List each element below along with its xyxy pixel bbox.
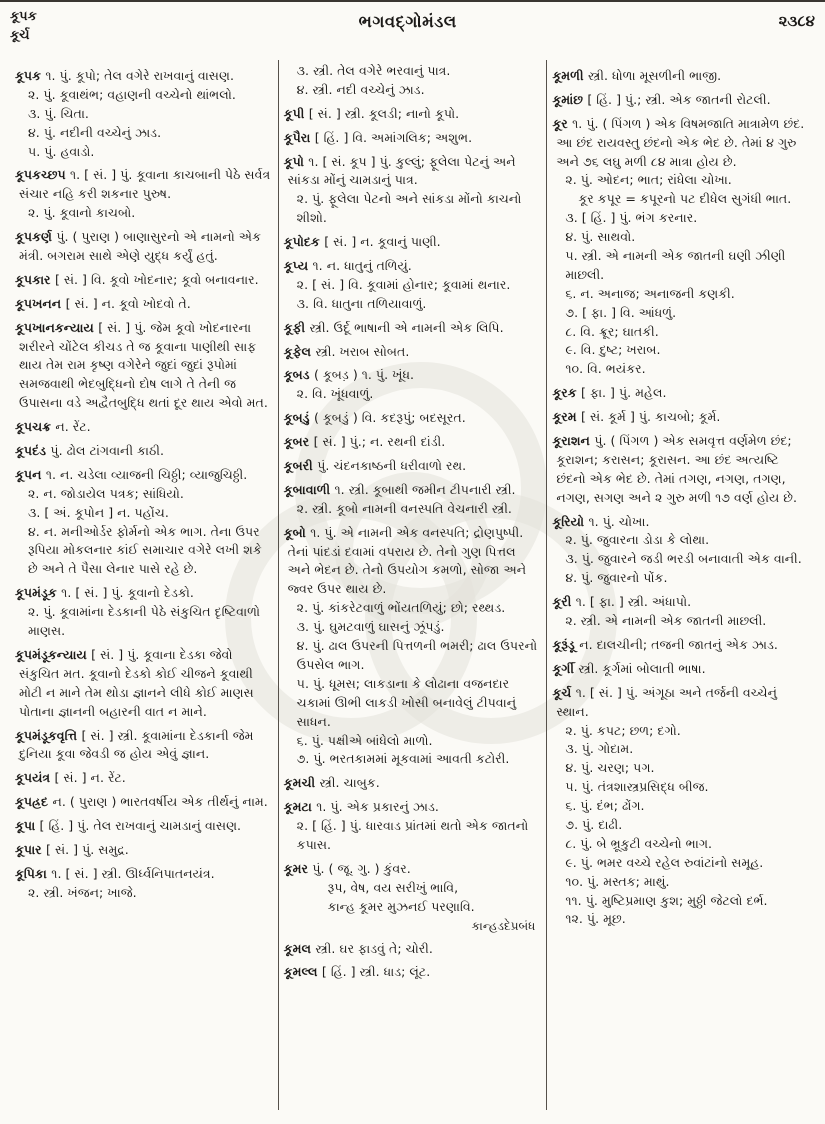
- entry-paragraph: કૂપાર [ સં. ] પું. સમુદ્ર.: [15, 841, 129, 857]
- headword: કૂપમંડૂક: [15, 585, 62, 601]
- entry-paragraph: કૂબડું ( કૂબડ઼ું ) વિ. કદરૂપું; બદસૂરત.: [283, 410, 466, 426]
- dictionary-column: [546, 60, 815, 1110]
- verse-paragraph: કાન્હ કૂમર મુઝનઈ પરણાવિ.: [327, 898, 475, 914]
- headword: કૂપયંત્ર: [15, 770, 55, 786]
- headword: કૂપાર: [15, 841, 47, 857]
- headword: કૂબર: [283, 434, 314, 450]
- sense-paragraph: ૪. પું. ઢાલ ઉપરની પિત્તળની ભમરી; ઢાલ ઉપરનો ઉપસેલ ભાગ.: [296, 638, 538, 672]
- sense-paragraph: ૨. વિ. ખૂંધવાળું.: [296, 386, 374, 402]
- sense-paragraph: ૬. ન. અનાજ; અનાજની કણકી.: [565, 285, 735, 301]
- sense-paragraph: ૭. પું. ભરતકામમાં મૂકવામાં આવતી કટોરી.: [296, 751, 510, 767]
- sense-paragraph: ૩. પું. ઘુમટવાળું ઘાસનું ઝૂંપડું.: [296, 619, 445, 635]
- entry-paragraph: કૂપા [ હિં. ] પું. તેલ રાખવાનું ચામડાનું વાસણ.: [15, 818, 242, 834]
- sense-paragraph: ૧૦. પું. મસ્તક; માથું.: [565, 873, 670, 889]
- headword: કૂપિકા: [15, 865, 52, 881]
- headword: કૂરાશન: [552, 433, 595, 449]
- headword: કૂપા: [15, 818, 40, 834]
- sense-paragraph: ૫. સ્ત્રી. એ નામની એક જાતની ઘણી ઝીણી માછલી.: [565, 248, 786, 282]
- sense-paragraph: ૧૨. પું. મૂછ.: [565, 911, 626, 927]
- headword: કૂર્ગી: [552, 660, 579, 676]
- headword: કૂબડું: [283, 410, 314, 426]
- entry-paragraph: કૂપહ્રદ ન. ( પુરાણ ) ભારતવર્ષીય એક તીર્થનું નામ.: [15, 794, 268, 810]
- headword: કૂબડ: [283, 367, 314, 383]
- headword: કૂપમંડૂકવૃત્તિ: [15, 727, 82, 743]
- sense-paragraph: ૧૧. પું. મુષ્ટિપ્રમાણ કુશ; મુઠ્ઠી જેટલો દર્ભ.: [565, 892, 768, 908]
- page-title: ભગવદ્ગોમંડલ: [358, 12, 457, 31]
- citation-paragraph: કાન્હડદેપ્રબંધ: [471, 918, 536, 933]
- entry-paragraph: કૂમર પું. ( જૂ. ગુ. ) કુંવર.: [283, 860, 411, 876]
- entry-paragraph: કૂરાશન પું. ( પિંગળ ) એક સમવૃત્ત વર્ણમેળ છંદ; કૂરાશન; કરાસન; કૂરાસન. આ છંદ અત્યષ્ટિ છંદનો એક ભેદ છે. તેમાં તગણ, નગણ, તગણ, નગણ, સગણ અને ૨ ગુરુ મળી ૧૭ વર્ણ હોય છે.: [552, 433, 798, 505]
- sense-paragraph: ૩. [ અં. કૂપોન ] ન. પહોંચ.: [28, 504, 169, 520]
- sense-paragraph: ૩. પું. ગોદામ.: [565, 741, 634, 757]
- guide-words: [10, 8, 37, 46]
- entry-paragraph: કૂફેલ સ્ત્રી. ખરાબ સોબત.: [283, 343, 410, 359]
- headword: કૂપી: [283, 105, 309, 121]
- sense-paragraph: ૭. પું. દાઢી.: [565, 816, 623, 832]
- sense-paragraph: ૨. પું. કૂવામાંના દેડકાની પેઠે સંકુચિત દૃષ્ટિવાળો માણસ.: [28, 604, 261, 639]
- headword: કૂપકર્ણ: [15, 229, 57, 245]
- entry-paragraph: કૂબાવાળી ૧. સ્ત્રી. કૂબાથી જમીન ટીપનારી સ્ત્રી.: [283, 481, 516, 497]
- headword: કૂર્ચ: [552, 684, 576, 700]
- sense-paragraph: ૨. [ સં. ] વિ. કૂવામાં હોનાર; કૂવામાં થનાર.: [296, 276, 511, 292]
- guide-word-last: કૂર્ચ: [10, 27, 30, 43]
- headword: કૂબરી: [283, 458, 318, 474]
- headword: કૂરક: [552, 385, 582, 401]
- entry-paragraph: કૂપચક્ર ન. રેંટ.: [15, 419, 91, 435]
- entry-paragraph: કૂપદંડ પું. ઢોલ ટાંગવાની કાઠી.: [15, 443, 164, 459]
- entry-paragraph: કૂરી ૧. [ ફા. ] સ્ત્રી. અંધાપો.: [552, 594, 692, 610]
- sense-paragraph: ૩. વિ. ધાતુના તળિયાવાળું.: [296, 295, 427, 311]
- entry-paragraph: કૂમચી સ્ત્રી. ચાબુક.: [283, 775, 380, 791]
- headword: કૂપહ્રદ: [15, 794, 53, 810]
- headword: કૂફી: [283, 319, 310, 335]
- headword: કૂરમ: [552, 409, 582, 425]
- sense-paragraph: ૭. [ ફા. ] વિ. આંધળું.: [565, 304, 677, 320]
- page-header: [10, 8, 815, 56]
- page-number: ૨૩૮૪: [778, 12, 815, 30]
- guide-word-first: કૂપક: [10, 9, 37, 24]
- entry-paragraph: કૂપી [ સં. ] સ્ત્રી. કૂલડી; નાનો કૂપો.: [283, 105, 460, 121]
- headword: કૂપો: [283, 153, 309, 169]
- headword: કૂપદંડ: [15, 443, 51, 459]
- headword: કૂમલ: [283, 940, 316, 956]
- sense-paragraph: ૨. સ્ત્રી. એ નામની એક જાતની માછલી.: [565, 613, 767, 629]
- entry-paragraph: કૂપ્ય ૧. ન. ધાતુનું તળિયું.: [283, 258, 412, 274]
- sense-paragraph: ૧૦. વિ. ભયંકર.: [565, 361, 646, 377]
- headword: કૂપખાનકન્યાય: [15, 319, 99, 335]
- entry-paragraph: કૂપખાનકન્યાય [ સં. ] પું. જેમ કૂવો ખોદનારના શરીરને ચોંટેલ કીચડ તે જ કૂવાના પાણીથી સાફ થાય તેમ રામ કૃષ્ણ વગેરેને જુદાં જુદાં રૂપોમાં સમજવાથી ભેદબુદ્ધિનો દોષ લાગે તે તેની જ ઉપાસના વડે અદ્વૈતબુદ્ધિ થતાં દૂર થાય એવો મત.: [15, 319, 268, 411]
- headword: કૂબાવાળી: [283, 481, 335, 497]
- entry-paragraph: કૂપક ૧. પું. કૂપો; તેલ વગેરે રાખવાનું વાસણ.: [15, 68, 234, 83]
- entry-paragraph: કૂપન ૧. ન. ચડેલા વ્યાજની ચિઠ્ઠી; વ્યાજુચિઠ્ઠી.: [15, 466, 248, 482]
- sense-paragraph: ૨. પું. કપટ; છળ; દગો.: [565, 722, 681, 738]
- headword: કૂરી: [552, 594, 576, 610]
- entry-paragraph: કૂરક [ ફા. ] પું. મહેલ.: [552, 385, 667, 401]
- entry-paragraph: કૂપખનન [ સં. ] ન. કૂવો ખોદવો તે.: [15, 295, 191, 311]
- headword: કૂપકાર: [15, 271, 55, 287]
- headword: કૂપોદક: [283, 234, 325, 250]
- headword: કૂપકચ્છપ: [15, 167, 70, 183]
- entry-paragraph: કૂપોદક [ સં. ] ન. કૂવાનું પાણી.: [283, 234, 441, 250]
- sense-paragraph: ૨. પું. ફૂલેલા પેટનો અને સાંકડા મોંનો કાચનો શીશો.: [296, 191, 522, 226]
- sense-paragraph: ૩. પું. ચિતા.: [28, 105, 89, 121]
- entry-paragraph: કૂમટા ૧. પું. એક પ્રકારનું ઝાડ.: [283, 799, 439, 815]
- sense-paragraph: ૫. પું. તંત્રશાસ્ત્રપ્રસિદ્ધ બીજ.: [565, 779, 709, 795]
- sense-paragraph: ૨. સ્ત્રી. ખંજન; ખાજે.: [28, 884, 137, 900]
- sense-paragraph: ૮. વિ. ક્રૂર; ઘાતકી.: [565, 323, 659, 339]
- entry-paragraph: કૂપૈરા [ હિં. ] વિ. અમાંગલિક; અશુભ.: [283, 129, 473, 145]
- entry-paragraph: કૂબો ૧. પું. એ નામની એક વનસ્પતિ; દ્રોણપુષ્પી. તેનાં પાંદડાં દવામાં વપરાય છે. તેનો ગુણ પિત્તલ અને ભેદન છે. તેનો ઉપયોગ કમળો, સોજા અને જ્વર ઉપર થાય છે.: [283, 524, 527, 597]
- entry-paragraph: કૂમલ્લ [ હિં. ] સ્ત્રી. ધાડ; લૂંટ.: [283, 964, 431, 980]
- headword: કૂબો: [283, 524, 311, 540]
- entry-paragraph: કૂપકર્ણ પું. ( પુરાણ ) બાણાસુરનો એ નામનો એક મંત્રી. બગરામ સાથે એણે યુદ્ધ કર્યું હતું.: [15, 229, 261, 264]
- sense-paragraph: ૯. પું. ભમર વચ્ચે રહેલ રુવાંટાંનો સમૂહ.: [565, 854, 764, 870]
- headword: કૂમાંછ: [552, 91, 588, 107]
- headword: કૂમલ્લ: [283, 964, 322, 980]
- entry-paragraph: કૂર્ચ ૧. [ સં. ] પું. અંગૂઠા અને તર્જની વચ્ચેનું સ્થાન.: [552, 684, 777, 719]
- entry-paragraph: કૂપકાર [ સં. ] વિ. કૂવો ખોદનાર; કૂવો બનાવનાર.: [15, 271, 259, 287]
- entry-paragraph: કૂપો ૧. [ સં. કૂપ ] પું. કુલ્લું; ફૂલેલા પેટનું અને સાંકડા મોંનું ચામડાનું પાત્ર.: [283, 153, 516, 188]
- sense-paragraph: ૨. પું. કૂવાનો કાચબો.: [28, 205, 136, 221]
- sub-paragraph: કૂર કપૂર = કપૂરનો પટ દીધેલ સુગંધી ભાત.: [578, 191, 792, 207]
- sense-paragraph: ૫. પું. ધૂમસ; લાકડાના કે લોઢાના વજનદાર ચકામાં ઊભી લાકડી ખોસી બનાવેલું ટીપવાનું સાધન.: [296, 675, 517, 729]
- sense-paragraph: ૨. ન. જોડાયેલ પત્રક; સાંધિયો.: [28, 485, 184, 501]
- sense-paragraph: ૨. સ્ત્રી. કૂબો નામની વનસ્પતિ વેચનારી સ્ત્રી.: [296, 500, 512, 516]
- sense-paragraph: ૬. પું. પક્ષીએ બાંધેલો માળો.: [296, 732, 433, 748]
- entry-paragraph: કૂબડ ( કૂબડ઼ ) ૧. પું. ખૂંધ.: [283, 367, 415, 383]
- headword: કૂપમંડૂકન્યાય: [15, 646, 92, 662]
- entry-paragraph: કૂપયંત્ર [ સં. ] ન. રેંટ.: [15, 770, 126, 786]
- headword: કૂપક: [15, 68, 46, 83]
- entry-paragraph: કૂફી સ્ત્રી. ઉર્દૂ ભાષાની એ નામની એક લિપિ.: [283, 319, 504, 335]
- sense-paragraph: ૪. પું. જુવારનો પોંક.: [565, 570, 668, 586]
- entry-paragraph: કૂમળી સ્ત્રી. ધોળા મૂસળીની ભાજી.: [552, 68, 722, 83]
- sense-paragraph: ૫. પું. હવાડો.: [28, 143, 95, 159]
- headword: કૂપખનન: [15, 295, 66, 311]
- sense-paragraph: ૩. સ્ત્રી. તેલ વગેરે ભરવાનું પાત્ર.: [296, 63, 451, 78]
- headword: કૂમટા: [283, 799, 317, 815]
- dictionary-column: [10, 60, 278, 1110]
- sense-paragraph: ૨. પું. જુવારના ડોડા કે લોથા.: [565, 532, 710, 548]
- entry-paragraph: કૂપમંડૂકવૃત્તિ [ સં. ] સ્ત્રી. કૂવામાંના દેડકાની જેમ દુનિયા કૂવા જેવડી જ હોય એવું જ્ઞાન.: [15, 727, 254, 762]
- entry-paragraph: કૂપિકા ૧. [ સં. ] સ્ત્રી. ઊર્ધ્વનિપાતનયંત્ર.: [15, 865, 215, 881]
- headword: કૂર: [552, 115, 573, 131]
- verse-paragraph: રૂપ, વેષ, વય સરીખું ભાવિ,: [327, 879, 459, 895]
- sense-paragraph: ૩. પું. જુવારને જડી ભરડી બનાવાતી એક વાની.: [565, 551, 802, 567]
- entry-paragraph: કૂર ૧. પું. ( પિંગળ ) એક વિષમજાતિ માત્રામેળ છંદ. આ છંદ રાયવસ્તુ છંદનો એક ભેદ છે. તેમાં ૪ ગુરુ અને ૭૬ લઘુ મળી ૮૪ માત્રા હોય છે.: [552, 115, 805, 169]
- dictionary-column: [278, 60, 547, 1110]
- sense-paragraph: ૪. પું. નદીની વચ્ચેનું ઝાડ.: [28, 124, 162, 140]
- headword: કૂપચક્ર: [15, 419, 56, 435]
- sense-paragraph: ૬. પું. દંભ; ઢોંગ.: [565, 798, 645, 814]
- sense-paragraph: ૨. [ હિં. ] પું. ધારવાડ પ્રાંતમાં થતો એક જાતનો કપાસ.: [296, 818, 529, 852]
- headword: કૂપ્ય: [283, 258, 313, 274]
- headword: કૂફેલ: [283, 343, 316, 359]
- entry-paragraph: કૂબરી પું. ચંદનકાષ્ઠની ધરીવાળો રથ.: [283, 458, 467, 474]
- headword: કૂમર: [283, 860, 313, 876]
- headword: કૂમચી: [283, 775, 320, 791]
- sense-paragraph: ૨. પું. ઓદન; ભાત; રાંધેલા ચોખા.: [565, 172, 732, 188]
- entry-paragraph: કૂમાંછ [ હિં. ] પું.; સ્ત્રી. એક જાતની રોટલી.: [552, 91, 771, 107]
- sense-paragraph: ૩. [ હિં. ] પું. ભંગ કરનાર.: [565, 210, 698, 226]
- entry-paragraph: કૂમલ સ્ત્રી. ઘર ફાડવું તે; ચોરી.: [283, 940, 433, 956]
- columns: [10, 60, 815, 1110]
- headword: કૂમળી: [552, 68, 588, 83]
- entry-paragraph: કૂરમ [ સં. કૂર્મ ] પું. કાચબો; કૂર્મ.: [552, 409, 721, 425]
- entry-paragraph: કૂપકચ્છપ ૧. [ સં. ] પું. કૂવાના કાચબાની પેઠે સર્વત્ર સંચાર નહિ કરી શકનાર પુરુષ.: [15, 167, 271, 202]
- entry-paragraph: કૂરૂંડૂ ન. દાલચીની; તજની જાતનું એક ઝાડ.: [552, 636, 778, 652]
- sense-paragraph: ૨. પું. કાંકરેટવાળું ભોંયતળિયું; છો; રથ્થડ.: [296, 600, 506, 616]
- headword: કૂપન: [15, 466, 46, 482]
- entry-paragraph: કૂપમંડૂકન્યાય [ સં. ] પું. કૂવાના દેડકા જેવો સંકુચિત મત. કૂવાનો દેડકો કોઈ ચીજને કૂવાથી મોટી ન માને તેમ થોડા જ્ઞાનને લીધે કોઈ માણસ પોતાના જ્ઞાનની બહારની વાત ન માને.: [15, 646, 254, 719]
- sense-paragraph: ૪. પું. સાથવો.: [565, 229, 636, 245]
- sense-paragraph: ૯. વિ. દુષ્ટ; ખરાબ.: [565, 342, 661, 358]
- headword: કૂરૂંડૂ: [552, 636, 580, 652]
- sense-paragraph: ૮. પું. બે ભ્રૂકુટી વચ્ચેનો ભાગ.: [565, 835, 713, 851]
- headword: કૂપૈરા: [283, 129, 315, 145]
- entry-paragraph: કૂર્ગી સ્ત્રી. કૂર્ગમાં બોલાતી ભાષા.: [552, 660, 706, 676]
- sense-paragraph: ૪. ન. મનીઓર્ડર ફોર્મનો એક ભાગ. તેના ઉપર રૂપિયા મોકલનાર કાંઈ સમાચાર વગેરે લખી શકે છે અને તે પૈસા લેનાર પાસે રહે છે.: [28, 523, 262, 577]
- sense-paragraph: ૪. સ્ત્રી. નદી વચ્ચેનું ઝાડ.: [296, 81, 425, 97]
- sense-paragraph: ૪. પું. ચરણ; પગ.: [565, 760, 655, 776]
- entry-paragraph: કૂબર [ સં. ] પું.; ન. રથની દાંડી.: [283, 434, 446, 450]
- sense-paragraph: ૨. પું. કૂવાથંભ; વહાણની વચ્ચેનો થાંભલો.: [28, 86, 236, 102]
- entry-paragraph: કૂપમંડૂક ૧. [ સં. ] પું. કૂવાનો દેડકો.: [15, 585, 194, 601]
- entry-paragraph: કૂરિયો ૧. પું. ચોખા.: [552, 513, 650, 529]
- headword: કૂરિયો: [552, 513, 589, 529]
